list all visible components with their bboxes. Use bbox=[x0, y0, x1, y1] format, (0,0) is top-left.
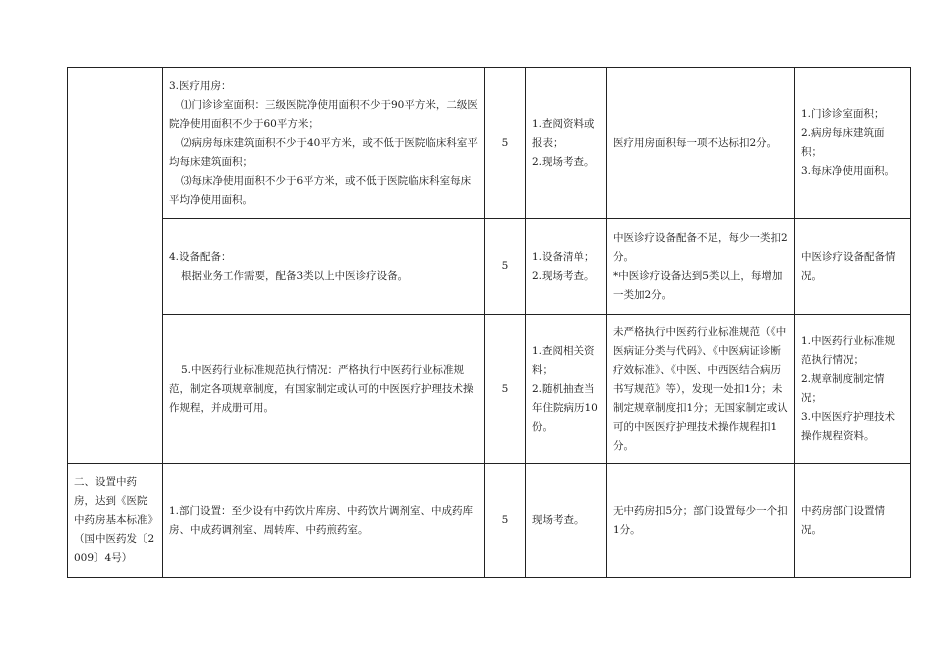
method-cell bbox=[526, 315, 607, 464]
standard-cell bbox=[163, 464, 485, 578]
table-row bbox=[68, 315, 911, 464]
materials-item: 中医诊疗设备配备情况。 bbox=[801, 250, 896, 282]
deduction-cell bbox=[607, 315, 795, 464]
standard-line: ⑴门诊诊室面积：三级医院净使用面积不少于90平方米，二级医院净使用面积不少于60平方米； bbox=[169, 98, 478, 130]
standard-cell bbox=[163, 219, 485, 315]
table-row bbox=[68, 68, 911, 219]
method-item: 1.查阅资料或报表； bbox=[532, 117, 595, 149]
deduction-item: 中医诊疗设备配备不足，每少一类扣2分。 bbox=[613, 231, 788, 263]
category-cell: 二、设置中药房，达到《医院中药房基本标准》（国中医药发〔2009〕4号） bbox=[68, 464, 163, 578]
standard-title: 5.中医药行业标准规范执行情况：严格执行中医药行业标准规范，制定各项规章制度，有国家制定或认可的中医医疗护理技术操作规程，并成册可用。 bbox=[169, 363, 474, 414]
materials-item: 3.中医医疗护理技术操作规程资料。 bbox=[801, 411, 896, 442]
materials-cell bbox=[795, 219, 911, 315]
standard-line: 根据业务工作需要，配备3类以上中医诊疗设备。 bbox=[181, 269, 409, 282]
score-cell: 5 bbox=[485, 464, 526, 578]
deduction-cell bbox=[607, 464, 795, 578]
method-item: 2.现场考查。 bbox=[532, 155, 595, 168]
materials-cell bbox=[795, 315, 911, 464]
method-item: 2.随机抽查当年住院病历10份。 bbox=[532, 382, 598, 433]
table-row bbox=[68, 464, 911, 578]
evaluation-table bbox=[67, 67, 911, 578]
score-cell: 5 bbox=[485, 68, 526, 219]
standard-title: 1.部门设置：至少设有中药饮片库房、中药饮片调剂室、中成药库房、中成药调剂室、周转库、中药煎药室。 bbox=[169, 504, 474, 536]
deduction-item: 医疗用房面积每一项不达标扣2分。 bbox=[613, 136, 778, 149]
method-item: 1.查阅相关资料； bbox=[532, 344, 595, 376]
materials-cell bbox=[795, 464, 911, 578]
category-cell bbox=[68, 68, 163, 464]
deduction-item: 无中药房扣5分；部门设置每少一个扣1分。 bbox=[613, 504, 788, 536]
method-cell bbox=[526, 464, 607, 578]
method-item: 1.设备清单； bbox=[532, 250, 595, 263]
deduction-item: *中医诊疗设备达到5类以上，每增加一类加2分。 bbox=[613, 269, 783, 301]
materials-item: 1.中医药行业标准规范执行情况； bbox=[801, 335, 896, 366]
standard-title: 4.设备配备： bbox=[169, 250, 232, 263]
standard-line: ⑵病房每床建筑面积不少于40平方米，或不低于医院临床科室平均每床建筑面积； bbox=[169, 136, 478, 168]
method-cell bbox=[526, 219, 607, 315]
standard-title: 3.医疗用房： bbox=[169, 79, 232, 92]
materials-item: 2.病房每床建筑面积； bbox=[801, 127, 885, 158]
materials-item: 2.规章制度制定情况； bbox=[801, 373, 885, 404]
score-cell: 5 bbox=[485, 219, 526, 315]
materials-item: 3.每床净使用面积。 bbox=[801, 165, 896, 177]
materials-item: 中药房部门设置情况。 bbox=[801, 504, 885, 536]
standard-line: ⑶每床净使用面积不少于6平方米，或不低于医院临床科室每床平均净使用面积。 bbox=[169, 174, 472, 206]
materials-cell bbox=[795, 68, 911, 219]
materials-item: 1.门诊诊室面积； bbox=[801, 108, 885, 120]
standard-cell bbox=[163, 68, 485, 219]
method-cell bbox=[526, 68, 607, 219]
score-cell: 5 bbox=[485, 315, 526, 464]
table-row bbox=[68, 219, 911, 315]
method-item: 2.现场考查。 bbox=[532, 269, 595, 282]
method-item: 现场考查。 bbox=[532, 514, 585, 526]
deduction-cell bbox=[607, 68, 795, 219]
deduction-cell bbox=[607, 219, 795, 315]
standard-cell bbox=[163, 315, 485, 464]
deduction-item: 未严格执行中医药行业标准规范（《中医病证分类与代码》、《中医病证诊断疗效标准》、《中医、中西医结合病历书写规范》等），发现一处扣1分；未制定规章制度扣1分；无国家制定或认可的中医医疗护理技术操作规程扣1分。 bbox=[613, 325, 788, 452]
